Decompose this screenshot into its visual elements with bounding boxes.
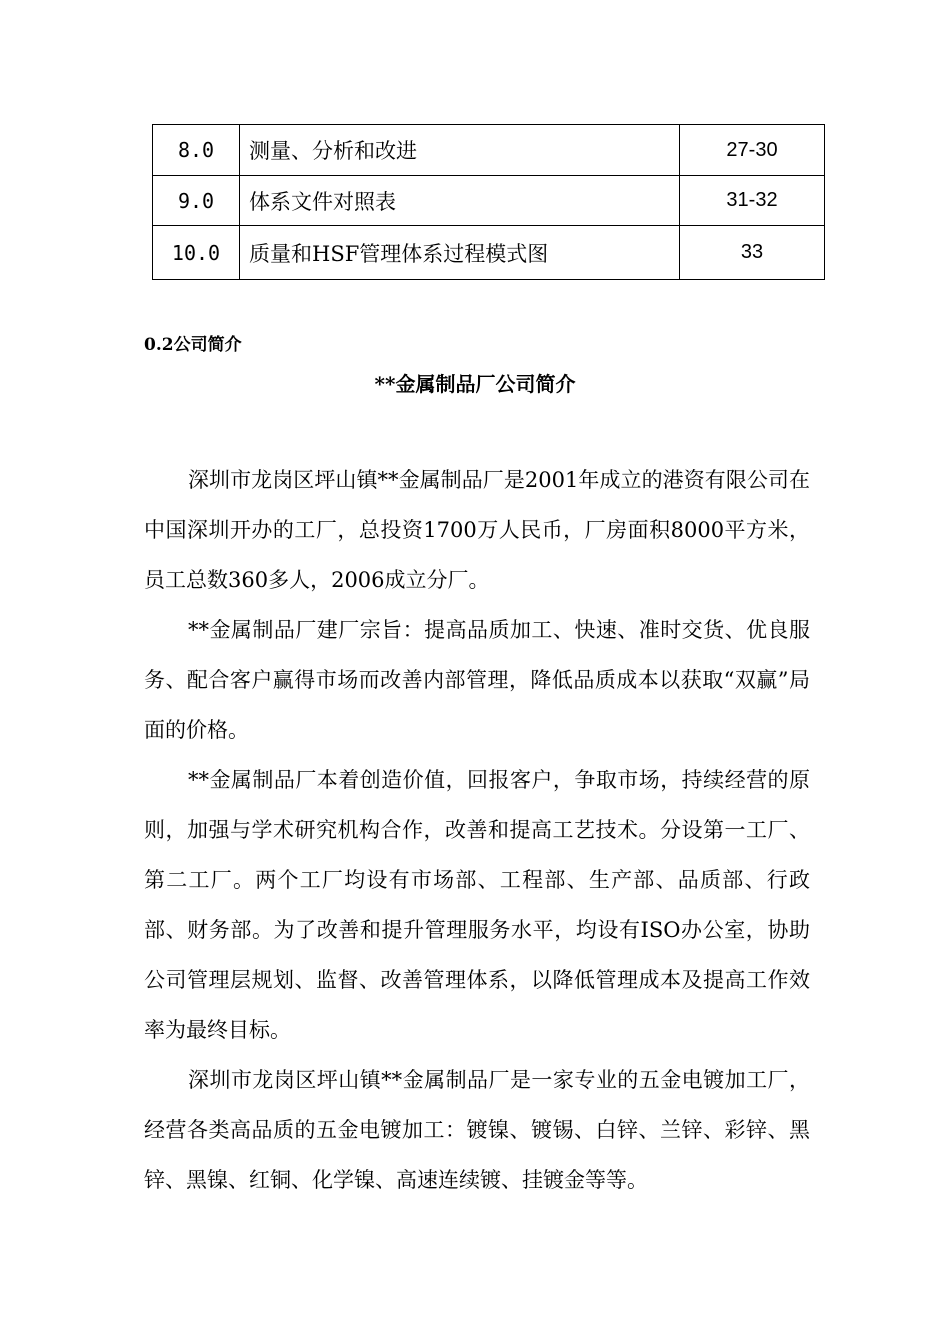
toc-row <box>153 176 825 226</box>
toc-row-title: 体系文件对照表 <box>240 176 680 226</box>
toc-row-number: 8.0 <box>153 125 240 176</box>
paragraph: 深圳市龙岗区坪山镇**金属制品厂是一家专业的五金电镀加工厂，经营各类高品质的五金电镀加工：镀镍、镀锡、白锌、兰锌、彩锌、黑锌、黑镍、红铜、化学镍、高速连续镀、挂镀金等等。 <box>144 1068 810 1192</box>
toc-row-title: 测量、分析和改进 <box>240 125 680 176</box>
toc-row-pages: 31-32 <box>680 176 825 226</box>
section-heading: 0.2公司简介 <box>144 335 242 355</box>
paragraph: 深圳市龙岗区坪山镇**金属制品厂是2001年成立的港资有限公司在中国深圳开办的工厂，总投资1700万人民币，厂房面积8000平方米，员工总数360多人，2006成立分厂。 <box>144 468 810 592</box>
paragraph: **金属制品厂建厂宗旨：提高品质加工、快速、准时交货、优良服务、配合客户赢得市场而改善内部管理，降低品质成本以获取“双赢”局面的价格。 <box>144 618 810 742</box>
toc-row <box>153 125 825 176</box>
toc-row <box>153 226 825 280</box>
toc-row-pages: 33 <box>680 226 825 280</box>
toc-table <box>152 124 825 280</box>
paragraph: **金属制品厂本着创造价值，回报客户，争取市场，持续经营的原则，加强与学术研究机构合作，改善和提高工艺技术。分设第一工厂、第二工厂。两个工厂均设有市场部、工程部、生产部、品质部、行政部、财务部。为了改善和提升管理服务水平，均设有ISO办公室，协助公司管理层规划、监督、改善管理体系，以降低管理成本及提高工作效率为最终目标。 <box>144 768 810 1042</box>
toc-row-title: 质量和HSF管理体系过程模式图 <box>240 226 680 280</box>
toc-row-number: 9.0 <box>153 176 240 226</box>
toc-row-pages: 27-30 <box>680 125 825 176</box>
toc-row-number: 10.0 <box>153 226 240 280</box>
body-text <box>144 455 810 1205</box>
document-title: **金属制品厂公司简介 <box>374 372 576 396</box>
